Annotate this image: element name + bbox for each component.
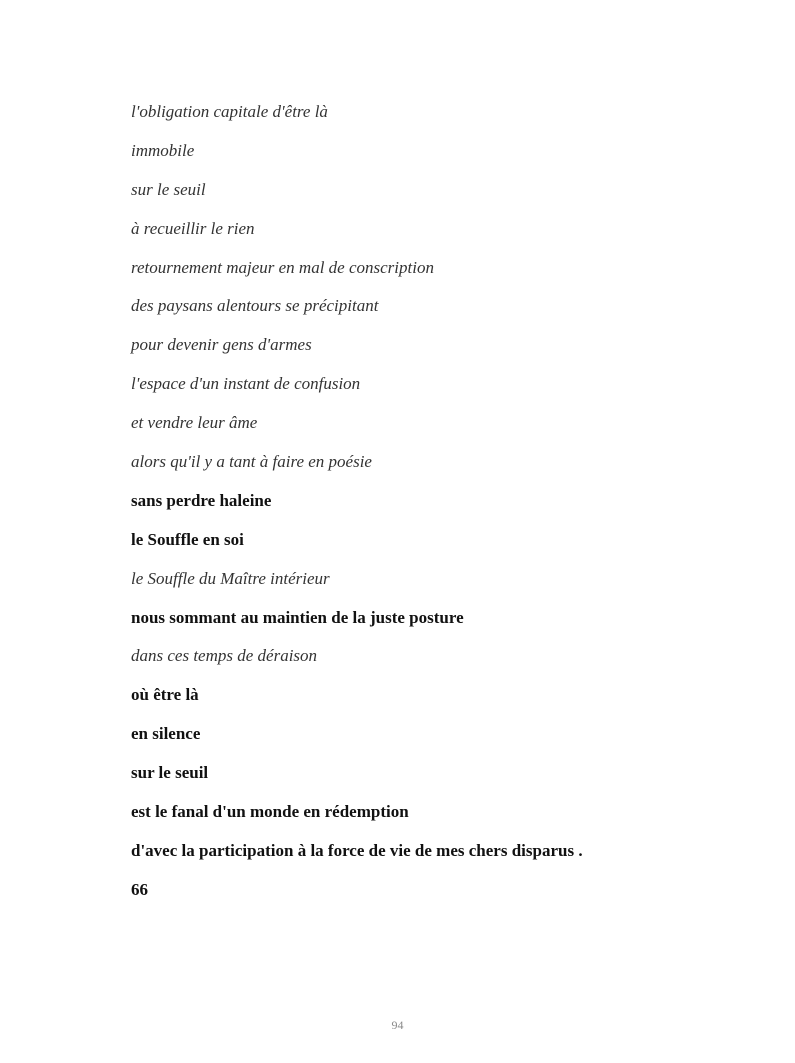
poem-line: est le fanal d'un monde en rédemption xyxy=(131,802,409,822)
poem-line: sur le seuil xyxy=(131,179,206,199)
poem-line: le Souffle en soi xyxy=(131,529,244,549)
poem-line: retournement majeur en mal de conscription xyxy=(131,257,434,277)
poem-line: l'espace d'un instant de confusion xyxy=(131,374,361,394)
page-number: 94 xyxy=(391,1018,404,1032)
poem-line: immobile xyxy=(131,140,195,160)
poem-line: le Souffle du Maître intérieur xyxy=(131,568,330,588)
poem-line: sans perdre haleine xyxy=(131,490,272,510)
poem xyxy=(131,99,751,916)
poem-line: dans ces temps de déraison xyxy=(131,646,318,666)
poem-line: où être là xyxy=(131,685,199,705)
poem-line: alors qu'il y a tant à faire en poésie xyxy=(131,452,372,472)
poem-number: 66 xyxy=(131,879,148,899)
poem-line: nous sommant au maintien de la juste posture xyxy=(131,607,464,627)
poem-line: et vendre leur âme xyxy=(131,413,258,433)
poem-line: l'obligation capitale d'être là xyxy=(131,102,328,121)
poem-line: sur le seuil xyxy=(131,763,209,783)
poem-line: pour devenir gens d'armes xyxy=(131,335,312,355)
poem-line: des paysans alentours se précipitant xyxy=(131,296,379,316)
poem-line: à recueillir le rien xyxy=(131,218,255,238)
poem-line: d'avec la participation à la force de vie de mes chers disparus . xyxy=(131,840,583,860)
poem-line: en silence xyxy=(131,724,201,744)
